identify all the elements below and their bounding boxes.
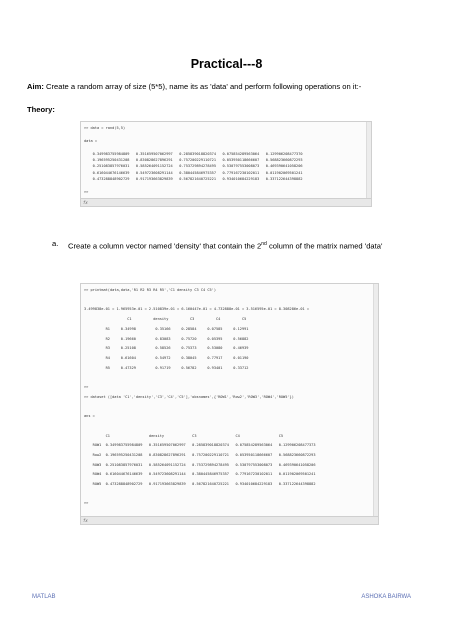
aim-text: Create a random array of size (5*5), name its as 'data' and perform following operations on it:- — [43, 82, 362, 91]
console-scrollbar — [366, 122, 371, 206]
console-line: C1 density C3 C4 C5 — [84, 317, 247, 322]
matlab-console-screenshot-1 — [80, 121, 372, 207]
console-line: ans = — [84, 414, 95, 419]
console-line: ROW3 0.251083857976031 0.585264091152724 0.753729894278495 0.530797553008073 0.469390641058206 — [84, 462, 316, 467]
fx-icon: fx — [83, 518, 88, 523]
aim-line — [27, 82, 361, 91]
console-line: >> printmat(data,data,'R1 R2 R3 R4 R5','C1 density C3 C4 C5') — [84, 288, 216, 292]
footer-left: MATLAB — [32, 594, 56, 600]
console-line: R5 0.47329 0.91719 0.56782 0.93401 0.33712 — [84, 365, 249, 370]
console-line: >> — [84, 385, 89, 389]
console-line: 3.499838e-01 = 1.965953e-01 = 2.510839e-01 = 6.160447e-01 = 4.732888e-01 = 3.516595e-01 = 8.308286e-01 = — [84, 307, 310, 312]
console-line: >> data = rand(5,5) — [84, 126, 126, 130]
console-line: 0.251083857976031 0.585264091152724 0.753729894278495 0.530797553008073 0.469390641058206 — [84, 164, 303, 169]
console-line: data = — [84, 138, 97, 143]
console-prompt-bar — [81, 516, 378, 524]
console-line: R1 0.34998 0.35166 0.28584 0.07585 0.12991 — [84, 326, 249, 331]
task-a-text-after: column of the matrix named 'data' — [266, 241, 383, 251]
aim-label: Aim: — [27, 82, 44, 91]
console-line: ROW4 0.616044676146639 0.549723608291144 0.380445846975357 0.779167230102011 0.011902069501241 — [84, 472, 316, 477]
console-line: >> — [84, 190, 89, 194]
task-a-sup: nd — [261, 241, 267, 247]
console-line: ROW1 0.349983755984809 0.351659507062997 0.285839018820374 0.075854289563064 0.129906208477373 — [84, 443, 316, 448]
console-line: 0.349983755984809 0.351659507062997 0.285839018820374 0.075854289563064 0.129906208477370 — [84, 151, 303, 156]
fx-icon: fx — [83, 200, 88, 205]
console-scrollbar — [373, 284, 378, 524]
console-line: 0.196595250431208 0.830828627896291 0.757200229110721 0.053950118666607 0.568823660872293 — [84, 158, 303, 162]
task-a-text — [68, 239, 392, 252]
task-a — [52, 239, 392, 252]
console-prompt-bar — [81, 198, 371, 206]
console-line: ROW5 0.473288848902729 0.917193663829839 0.567821640725221 0.934010684229183 0.337122644398882 — [84, 482, 316, 486]
matlab-console-screenshot-2 — [80, 283, 379, 525]
console-line: C1 density C3 C4 C5 — [84, 433, 284, 438]
page-title: Practical---8 — [190, 57, 263, 71]
theory-heading: Theory: — [27, 105, 55, 114]
footer-right: ASHOKA BAIRWA — [361, 594, 411, 600]
console-line: R3 0.25108 0.58526 0.75373 0.53080 0.46939 — [84, 346, 249, 351]
console-line: >> dataset ([data 'C1','density','C3','C4','C5'],'obsnames',{'ROW1','Row2','ROW3','ROW4','ROW5'}) — [84, 394, 294, 399]
console-line: R2 0.19660 0.83083 0.75720 0.05395 0.56882 — [84, 336, 249, 341]
console-line: 0.473288848902729 0.917193663829839 0.567821640725221 0.934010684229183 0.337122644398882 — [84, 177, 303, 182]
console-line: 0.616044676146639 0.549723608291144 0.380445846975357 0.779167230102011 0.011902069501241 — [84, 170, 303, 175]
console-line: >> — [84, 501, 89, 506]
task-a-marker: a. — [52, 239, 59, 248]
console-line: Row2 0.196595250431208 0.830828627896291 0.757200229110721 0.053950118666607 0.568823660872293 — [84, 452, 316, 457]
task-a-text-before: Create a column vector named 'density' that contain the 2 — [68, 241, 262, 251]
console-line: R4 0.61604 0.54972 0.38045 0.77917 0.01190 — [84, 355, 249, 360]
